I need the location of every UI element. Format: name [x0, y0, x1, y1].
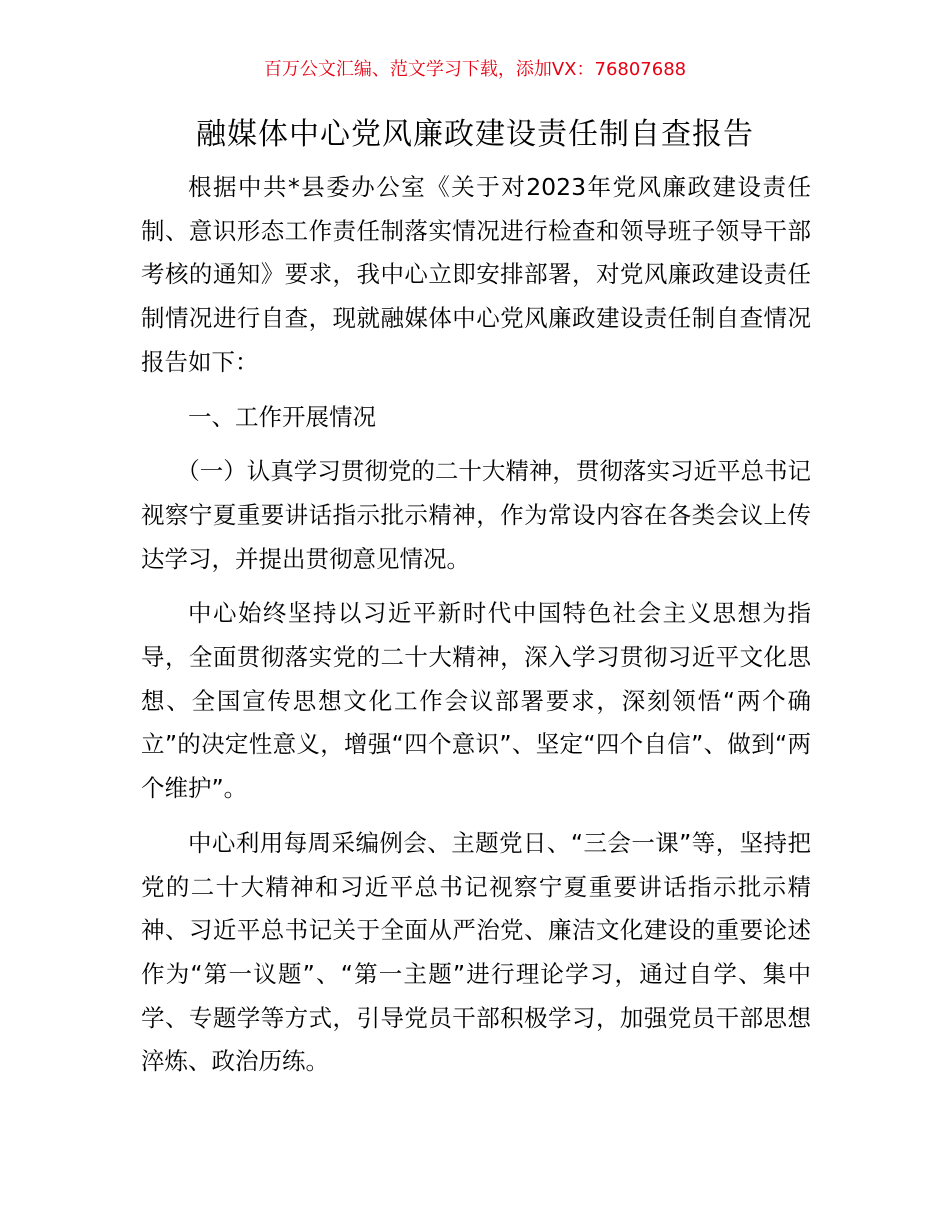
guidance-paragraph: 中心始终坚持以习近平新时代中国特色社会主义思想为指导，全面贯彻落实党的二十大精神，深入学习贯彻习近平文化思想、全国宣传思想文化工作会议部署要求，深刻领悟“两个确立”的决定性意义，增强“四个意识”、坚定“四个自信”、做到“两个维护”。 [141, 599, 811, 803]
document-body [141, 166, 811, 1084]
section-heading: 一、工作开展情况 [188, 402, 376, 431]
header-note: 百万公文汇编、范文学习下载，添加VX：76807688 [263, 59, 687, 80]
intro-paragraph: 根据中共*县委办公室《关于对2023年党风廉政建设责任制、意识形态工作责任制落实情况进行检查和领导班子领导干部考核的通知》要求，我中心立即安排部署，对党风廉政建设责任制情况进行自查，现就融媒体中心党风廉政建设责任制自查情况报告如下： [141, 173, 811, 376]
study-paragraph: 中心利用每周采编例会、主题党日、“三会一课”等，坚持把党的二十大精神和习近平总书记视察宁夏重要讲话指示批示精神、习近平总书记关于全面从严治党、廉洁文化建设的重要论述作为“第一议题”、“第一主题”进行理论学习，通过自学、集中学、专题学等方式，引导党员干部积极学习，加强党员干部思想淬炼、政治历练。 [141, 828, 811, 1076]
subsection-heading: （一）认真学习贯彻党的二十大精神，贯彻落实习近平总书记视察宁夏重要讲话指示批示精神，作为常设内容在各类会议上传达学习，并提出贯彻意见情况。 [141, 457, 811, 573]
document-title: 融媒体中心党风廉政建设责任制自查报告 [196, 117, 754, 152]
